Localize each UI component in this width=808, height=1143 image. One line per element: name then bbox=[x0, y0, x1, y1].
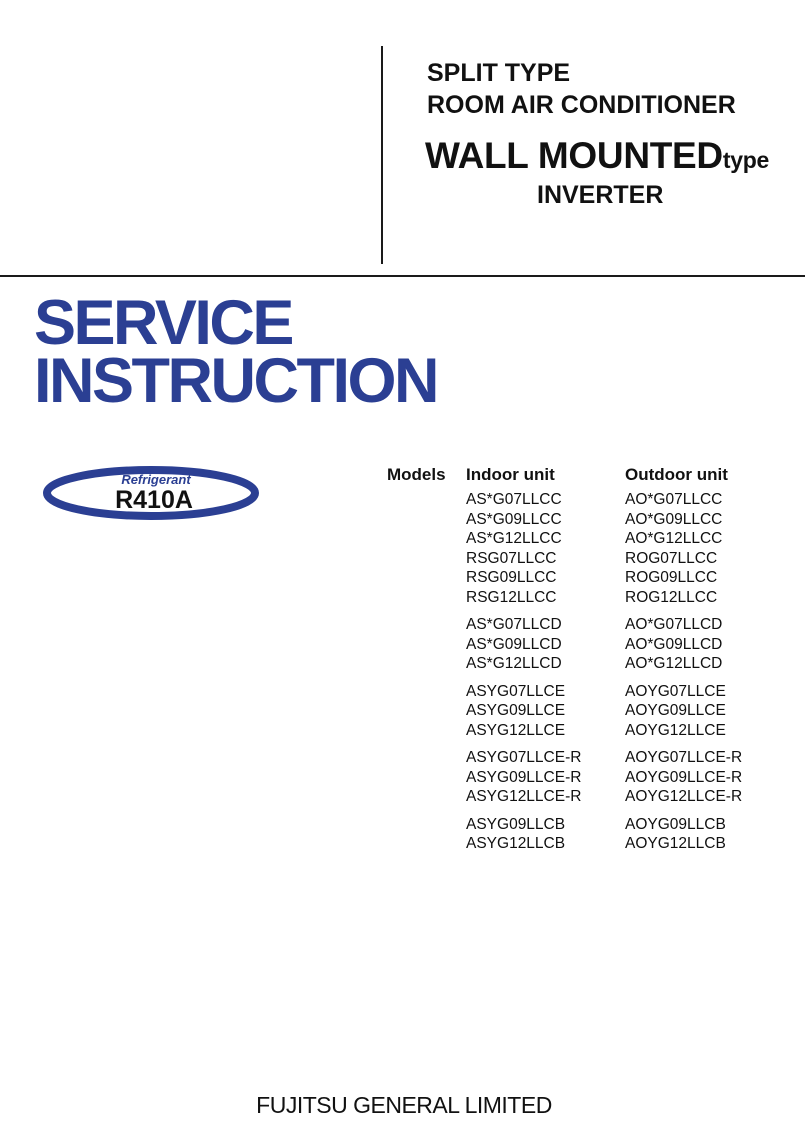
outdoor-unit-column bbox=[625, 465, 742, 862]
indoor-model-number: ASYG12LLCE-R bbox=[466, 788, 582, 805]
outdoor-model-number: AO*G07LLCC bbox=[625, 491, 723, 508]
outdoor-model-group bbox=[625, 490, 742, 607]
header-wall-mounted-suffix: type bbox=[722, 147, 769, 173]
title-instruction: INSTRUCTION bbox=[34, 346, 437, 416]
outdoor-model-group bbox=[625, 682, 742, 741]
refrigerant-label: Refrigerant bbox=[121, 472, 191, 487]
outdoor-model-number: ROG12LLCC bbox=[625, 588, 718, 606]
header-wall-mounted bbox=[425, 135, 769, 177]
indoor-model-group bbox=[466, 615, 581, 674]
outdoor-model-number: AOYG12LLCE-R bbox=[625, 788, 743, 805]
indoor-model-number: AS*G09LLCC bbox=[466, 510, 562, 528]
indoor-model-number: ASYG12LLCE bbox=[466, 721, 566, 739]
indoor-model-number: AS*G07LLCC bbox=[466, 491, 562, 508]
indoor-model-number: ASYG07LLCE bbox=[466, 682, 566, 700]
indoor-model-number: RSG12LLCC bbox=[466, 588, 557, 606]
outdoor-model-number: AOYG09LLCB bbox=[625, 815, 726, 833]
outdoor-model-number: AOYG09LLCE-R bbox=[625, 768, 743, 786]
header-room-air-conditioner: ROOM AIR CONDITIONER bbox=[427, 91, 736, 119]
indoor-model-number: RSG09LLCC bbox=[466, 569, 557, 586]
outdoor-unit-header: Outdoor unit bbox=[625, 465, 728, 484]
outdoor-model-number: ROG09LLCC bbox=[625, 569, 718, 586]
indoor-model-group bbox=[466, 748, 581, 807]
header-wall-mounted-main: WALL MOUNTED bbox=[425, 135, 723, 176]
indoor-model-number: ASYG09LLCE bbox=[466, 702, 566, 719]
outdoor-model-number: AOYG09LLCE bbox=[625, 702, 726, 719]
outdoor-model-number: AO*G07LLCD bbox=[625, 616, 723, 633]
header-inverter: INVERTER bbox=[537, 181, 664, 209]
indoor-model-number: AS*G12LLCD bbox=[466, 655, 562, 672]
outdoor-model-group bbox=[625, 615, 742, 674]
outdoor-model-number: AO*G12LLCD bbox=[625, 655, 723, 672]
indoor-model-number: AS*G07LLCD bbox=[466, 616, 562, 633]
outdoor-model-group bbox=[625, 815, 742, 854]
outdoor-model-number: AOYG12LLCE bbox=[625, 721, 726, 739]
indoor-model-number: ASYG12LLCB bbox=[466, 835, 566, 852]
models-label: Models bbox=[387, 465, 446, 484]
indoor-model-number: ASYG09LLCB bbox=[466, 815, 566, 833]
indoor-model-group bbox=[466, 815, 581, 854]
title-service: SERVICE bbox=[34, 288, 292, 358]
outdoor-model-number: AOYG07LLCE-R bbox=[625, 749, 743, 766]
outdoor-model-number: AO*G09LLCD bbox=[625, 635, 723, 653]
indoor-model-group bbox=[466, 490, 581, 607]
indoor-model-number: AS*G09LLCD bbox=[466, 635, 562, 653]
indoor-model-number: AS*G12LLCC bbox=[466, 530, 562, 547]
header-horizontal-rule bbox=[0, 275, 805, 277]
header-split-type: SPLIT TYPE bbox=[427, 59, 571, 87]
company-name: FUJITSU GENERAL LIMITED bbox=[256, 1092, 552, 1118]
outdoor-model-number: AOYG12LLCB bbox=[625, 835, 726, 852]
indoor-model-number: ASYG09LLCE-R bbox=[466, 768, 582, 786]
outdoor-model-number: AOYG07LLCE bbox=[625, 682, 726, 700]
header-vertical-rule bbox=[381, 46, 383, 264]
refrigerant-badge bbox=[42, 465, 260, 521]
indoor-unit-header: Indoor unit bbox=[466, 465, 555, 484]
outdoor-model-group bbox=[625, 748, 742, 807]
outdoor-model-number: AO*G09LLCC bbox=[625, 510, 723, 528]
outdoor-model-number: ROG07LLCC bbox=[625, 549, 718, 567]
indoor-unit-column bbox=[466, 465, 581, 862]
indoor-model-number: ASYG07LLCE-R bbox=[466, 749, 582, 766]
refrigerant-value: R410A bbox=[115, 486, 193, 514]
outdoor-model-number: AO*G12LLCC bbox=[625, 530, 723, 547]
indoor-model-number: RSG07LLCC bbox=[466, 549, 557, 567]
indoor-model-group bbox=[466, 682, 581, 741]
